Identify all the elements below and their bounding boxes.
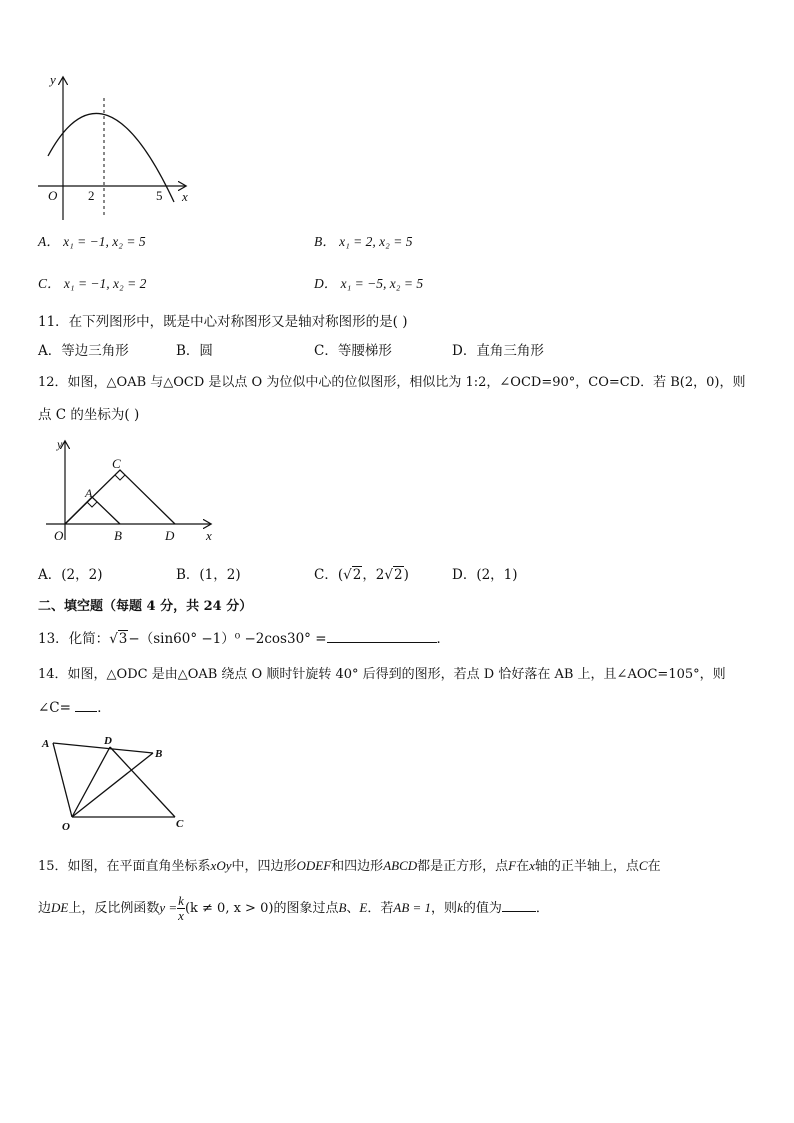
q15-line2 bbox=[38, 888, 549, 929]
triangle-oab bbox=[65, 497, 120, 524]
q15-math: k bbox=[457, 900, 463, 915]
q12-option-b[interactable]: B．(1，2) bbox=[176, 567, 241, 583]
q12-option-d[interactable]: D．(2，1) bbox=[452, 567, 518, 583]
q15-math: B bbox=[338, 900, 347, 915]
segment-oa bbox=[53, 743, 72, 817]
label-d: D bbox=[165, 528, 175, 543]
sqrt-symbol: √ bbox=[343, 567, 352, 583]
q13-expression: −（sin60° −1）⁰ −2cos30° = bbox=[128, 631, 327, 647]
label-o: O bbox=[54, 528, 64, 543]
q15-text: ，则 bbox=[431, 901, 458, 916]
q12-stem-line1: 12．如图，△OAB 与△OCD 是以点 O 为位似中心的位似图形，相似比为 1:2，∠OCD=90°，CO=CD．若 B(2，0)，则 bbox=[38, 375, 746, 390]
q15-text: 和四边形 bbox=[331, 859, 384, 874]
parabola-graph bbox=[30, 68, 200, 228]
label-c: C bbox=[176, 818, 184, 830]
q15-text: 上，反比例函数 bbox=[68, 901, 160, 916]
q13 bbox=[38, 628, 450, 649]
sqrt-symbol: √ bbox=[384, 567, 394, 583]
q13-answer-blank[interactable] bbox=[327, 628, 437, 643]
q15-math: ODEF bbox=[296, 858, 332, 873]
q11-option-b[interactable]: B．圆 bbox=[176, 343, 213, 359]
q11-option-a[interactable]: A．等边三角形 bbox=[38, 343, 129, 359]
label-x: x bbox=[206, 528, 212, 543]
fraction-numerator: k bbox=[178, 893, 184, 908]
radicand-2: 2 bbox=[394, 567, 403, 583]
q15-text: 都是正方形，点 bbox=[417, 859, 509, 874]
q15-text: 轴的正半轴上，点 bbox=[534, 859, 639, 874]
q15-text: 、 bbox=[346, 901, 360, 916]
q15-text: 边 bbox=[38, 901, 52, 916]
tick-5-label: 5 bbox=[156, 188, 163, 203]
right-angle-mark-a bbox=[87, 502, 97, 507]
right-angle-mark-c bbox=[115, 475, 125, 480]
label-y: y bbox=[57, 437, 63, 451]
tick-2-label: 2 bbox=[88, 188, 95, 203]
q11-option-d[interactable]: D．直角三角形 bbox=[452, 343, 544, 359]
q10-option-b[interactable]: B． x₁ = 2, x₂ = 5 bbox=[314, 234, 413, 249]
q15-text: 的值为 bbox=[462, 901, 502, 916]
q15-math: ABCD bbox=[383, 858, 418, 873]
segment-ob bbox=[72, 753, 153, 817]
segment-ab bbox=[53, 743, 153, 753]
q12-option-c-suffix: ) bbox=[403, 567, 409, 583]
rotation-figure bbox=[36, 730, 196, 836]
q13-end: ． bbox=[436, 631, 451, 647]
origin-label: O bbox=[48, 188, 58, 203]
q14-end: ． bbox=[97, 700, 111, 716]
q15-condition: (k ≠ 0, x > 0) bbox=[184, 901, 274, 916]
q15-text: 中，四边形 bbox=[231, 859, 297, 874]
q15-math: xOy bbox=[210, 858, 232, 873]
q10-option-a[interactable]: A． x₁ = −1, x₂ = 5 bbox=[38, 234, 146, 249]
x-label: x bbox=[182, 189, 188, 204]
label-a: A bbox=[85, 486, 93, 500]
label-b: B bbox=[155, 748, 163, 760]
q15-math: F bbox=[508, 858, 517, 873]
similar-triangles-figure bbox=[40, 436, 220, 546]
q15-math: AB = 1 bbox=[393, 900, 432, 915]
q15-math: E bbox=[359, 900, 368, 915]
q15-end: ． bbox=[535, 901, 549, 916]
q15-math: C bbox=[638, 858, 648, 873]
y-label: y bbox=[50, 72, 56, 87]
section-heading: 二、填空题（每题 4 分，共 24 分） bbox=[38, 599, 253, 614]
q15-fraction bbox=[177, 894, 185, 923]
triangle-ocd bbox=[65, 470, 175, 524]
q12-option-c-mid: ，2 bbox=[362, 567, 385, 583]
q15-text: 的图象过点 bbox=[273, 901, 339, 916]
q15-math: DE bbox=[51, 900, 69, 915]
q14-answer-blank[interactable] bbox=[75, 697, 97, 712]
label-c: C bbox=[112, 456, 121, 471]
segment-dc bbox=[110, 747, 175, 817]
q15-text: ．若 bbox=[367, 901, 394, 916]
sqrt-symbol: √ bbox=[109, 631, 118, 647]
label-b: B bbox=[114, 528, 122, 543]
q15-text: 在 bbox=[647, 859, 661, 874]
q10-option-c[interactable]: C． x₁ = −1, x₂ = 2 bbox=[38, 276, 147, 291]
q14-angle-c: ∠C= bbox=[38, 700, 71, 716]
q10-option-d[interactable]: D． x₁ = −5, x₂ = 5 bbox=[314, 276, 424, 291]
label-d: D bbox=[104, 735, 112, 747]
q12-option-a[interactable]: A．(2，2) bbox=[38, 567, 103, 583]
q14-line2 bbox=[38, 697, 111, 718]
q12-option-c-prefix: C．( bbox=[314, 567, 344, 583]
q15-math: x bbox=[529, 858, 535, 873]
q13-radicand: 3 bbox=[118, 631, 128, 647]
q12-stem-line2: 点 C 的坐标为( ) bbox=[38, 407, 140, 423]
label-a: A bbox=[42, 738, 50, 750]
q13-prefix: 13．化简： bbox=[38, 631, 110, 647]
q15-text: 15．如图，在平面直角坐标系 bbox=[38, 859, 211, 874]
q15-answer-blank[interactable] bbox=[502, 897, 536, 912]
q11-option-c[interactable]: C．等腰梯形 bbox=[314, 343, 392, 359]
segment-od bbox=[72, 747, 110, 817]
label-o: O bbox=[62, 821, 70, 833]
q15-text: 在 bbox=[516, 859, 530, 874]
q15-line1 bbox=[38, 856, 661, 877]
q14-line1: 14．如图，△ODC 是由△OAB 绕点 O 顺时针旋转 40° 后得到的图形，若点 D 恰好落在 AB 上，且∠AOC=105°，则 bbox=[38, 667, 726, 682]
q11-stem: 11．在下列图形中，既是中心对称图形又是轴对称图形的是( ) bbox=[38, 314, 408, 330]
fraction-denominator: x bbox=[178, 908, 184, 923]
q12-option-c[interactable] bbox=[314, 565, 409, 585]
q15-math: y = bbox=[159, 900, 178, 915]
radicand-1: 2 bbox=[352, 567, 362, 583]
